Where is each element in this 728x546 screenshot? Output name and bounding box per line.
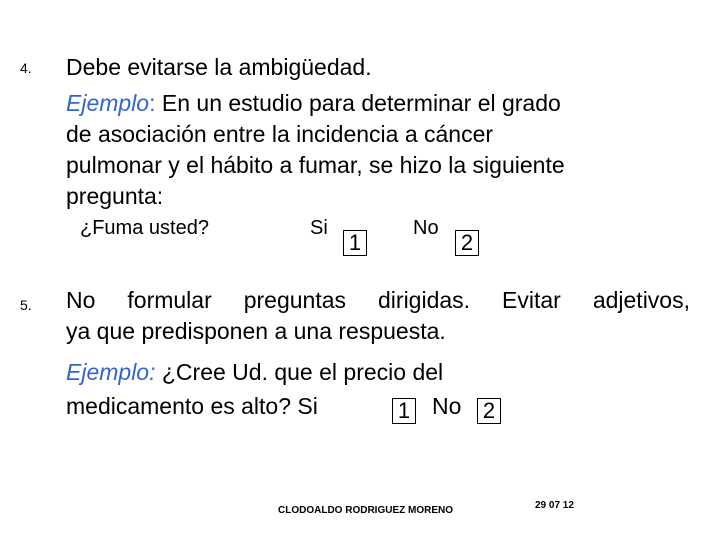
item4-code-no-box: 2 — [455, 230, 479, 256]
item5-option-no: No — [432, 393, 462, 419]
item4-question: ¿Fuma usted? — [80, 217, 209, 239]
item4-example-label: Ejemplo — [66, 90, 150, 116]
item4-example-line1 — [66, 88, 561, 119]
item5-code-no-box: 2 — [477, 398, 501, 424]
item5-example-label: Ejemplo: — [66, 359, 156, 385]
item4-heading: Debe evitarse la ambigüedad. — [66, 54, 372, 80]
item4-code-si-box: 1 — [343, 230, 367, 256]
item4-example-line3: pulmonar y el hábito a fumar, se hizo la siguiente — [66, 152, 565, 178]
item5-code-si-box: 1 — [392, 398, 416, 424]
item4-example-sep: : — [149, 90, 156, 116]
item5-line1: No formular preguntas dirigidas. Evitar adjetivos, — [66, 287, 690, 313]
item4-example-line4: pregunta: — [66, 183, 164, 209]
item4-example-line2: de asociación entre la incidencia a cáncer — [66, 121, 494, 147]
footer-date: 29 07 12 — [535, 500, 574, 511]
item4-example-text1: En un estudio para determinar el grado — [155, 90, 561, 116]
item4-option-si: Si — [310, 217, 328, 239]
item5-number: 5. — [20, 297, 32, 313]
footer-author: CLODOALDO RODRIGUEZ MORENO — [278, 505, 453, 516]
item5-line2: ya que predisponen a una respuesta. — [66, 318, 446, 344]
item4-number: 4. — [20, 60, 32, 76]
item4-option-no: No — [413, 217, 439, 239]
item5-example-line1 — [66, 357, 443, 388]
item5-example-line2: medicamento es alto? Si — [66, 393, 318, 419]
item5-example-text1: ¿Cree Ud. que el precio del — [155, 359, 444, 385]
